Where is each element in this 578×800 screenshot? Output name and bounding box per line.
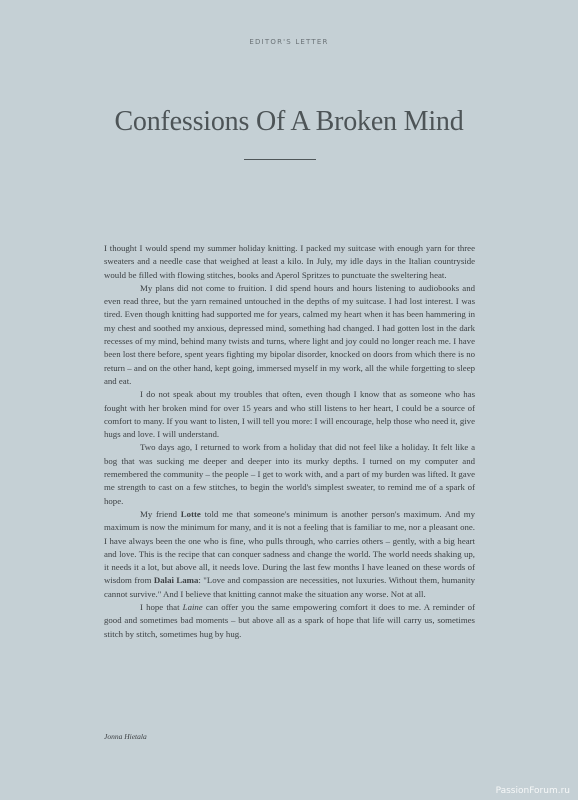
article-body <box>104 242 475 641</box>
magazine-name: Laine <box>182 602 203 613</box>
friend-name: Lotte <box>180 508 201 519</box>
paragraph-6-text-b: can offer you the same empowering comfort it does to me. A reminder of good and sometimes bad moments – but above all as a spark of hope that life will carry us, sometimes stitch by stitch, sometimes hug by hug. <box>104 602 475 639</box>
author-signature: Jonna Hietala <box>104 732 147 741</box>
paragraph-5-text-a: My friend <box>140 508 181 519</box>
paragraph-5-text-c: : "Love and compassion are necessities, not luxuries. Without them, humanity cannot survive." And I believe that knitting cannot make the situation any worse. Not at all. <box>104 575 476 599</box>
quoted-person-name: Dalai Lama <box>153 575 199 586</box>
paragraph-2: My plans did not come to fruition. I did spend hours and hours listening to audiobooks and even read three, but the yarn remained untouched in the depths of my suitcase. I had lost interest. I was tired. Even though knitting had supported me for years, calmed my heart when it has been hammering in my chest and soothed my anxious, depressed mind, something had changed. I had gotten lost in the dark recesses of my mind, behind many twists and turns, where light and joy could no longer reach me. I have been lost there before, spent years fighting my bipolar disorder, knocked on doors from which there is no return – and on the other hand, kept going, immersed myself in my work, all the while forgetting to sleep and eat. <box>104 282 475 386</box>
paragraph-3: I do not speak about my troubles that often, even though I know that as someone who has fought with her broken mind for over 15 years and who still listens to her heart, I could be a source of comfort to many. If you want to listen, I will tell you more: I will encourage, help those who need it, give hugs and love. I will understand. <box>104 389 475 440</box>
title-divider <box>244 159 316 160</box>
paragraph-6-text-a: I hope that <box>140 602 183 613</box>
article-title: Confessions Of A Broken Mind <box>114 106 464 137</box>
section-label: EDITOR'S LETTER <box>249 38 329 46</box>
paragraph-1: I thought I would spend my summer holiday knitting. I packed my suitcase with enough yarn for three sweaters and a needle case that weighed at least a kilo. In July, my idle days in the Italian countryside would be filled with flowing stitches, books and Aperol Spritzes to punctuate the sweltering heat. <box>104 243 475 280</box>
paragraph-5 <box>104 508 475 601</box>
paragraph-4: Two days ago, I returned to work from a holiday that did not feel like a holiday. It felt like a bog that was sucking me deeper and deeper into its murky depths. I turned on my computer and remembered the community – the people – I get to work with, and a part of my burden was lifted. It gave me strength to cast on a few stitches, to begin the world's simplest sweater, to remind me of a spark of hope. <box>104 442 475 506</box>
paragraph-5-text-b: told me that someone's minimum is another person's maximum. And my maximum is now the minimum for many, and it is not a feeling that is familiar to me, nor a pleasant one. I have always been the one who is fine, who pulls through, who carries others – gently, with a big heart and love. This is the recipe that can conquer sadness and change the world. The world needs shaking up, it needs it a lot, but above all, it needs love. During the last few months I have leaned on these words of wisdom from <box>104 508 476 586</box>
site-watermark: PassionForum.ru <box>495 786 570 796</box>
paragraph-6 <box>104 601 475 641</box>
